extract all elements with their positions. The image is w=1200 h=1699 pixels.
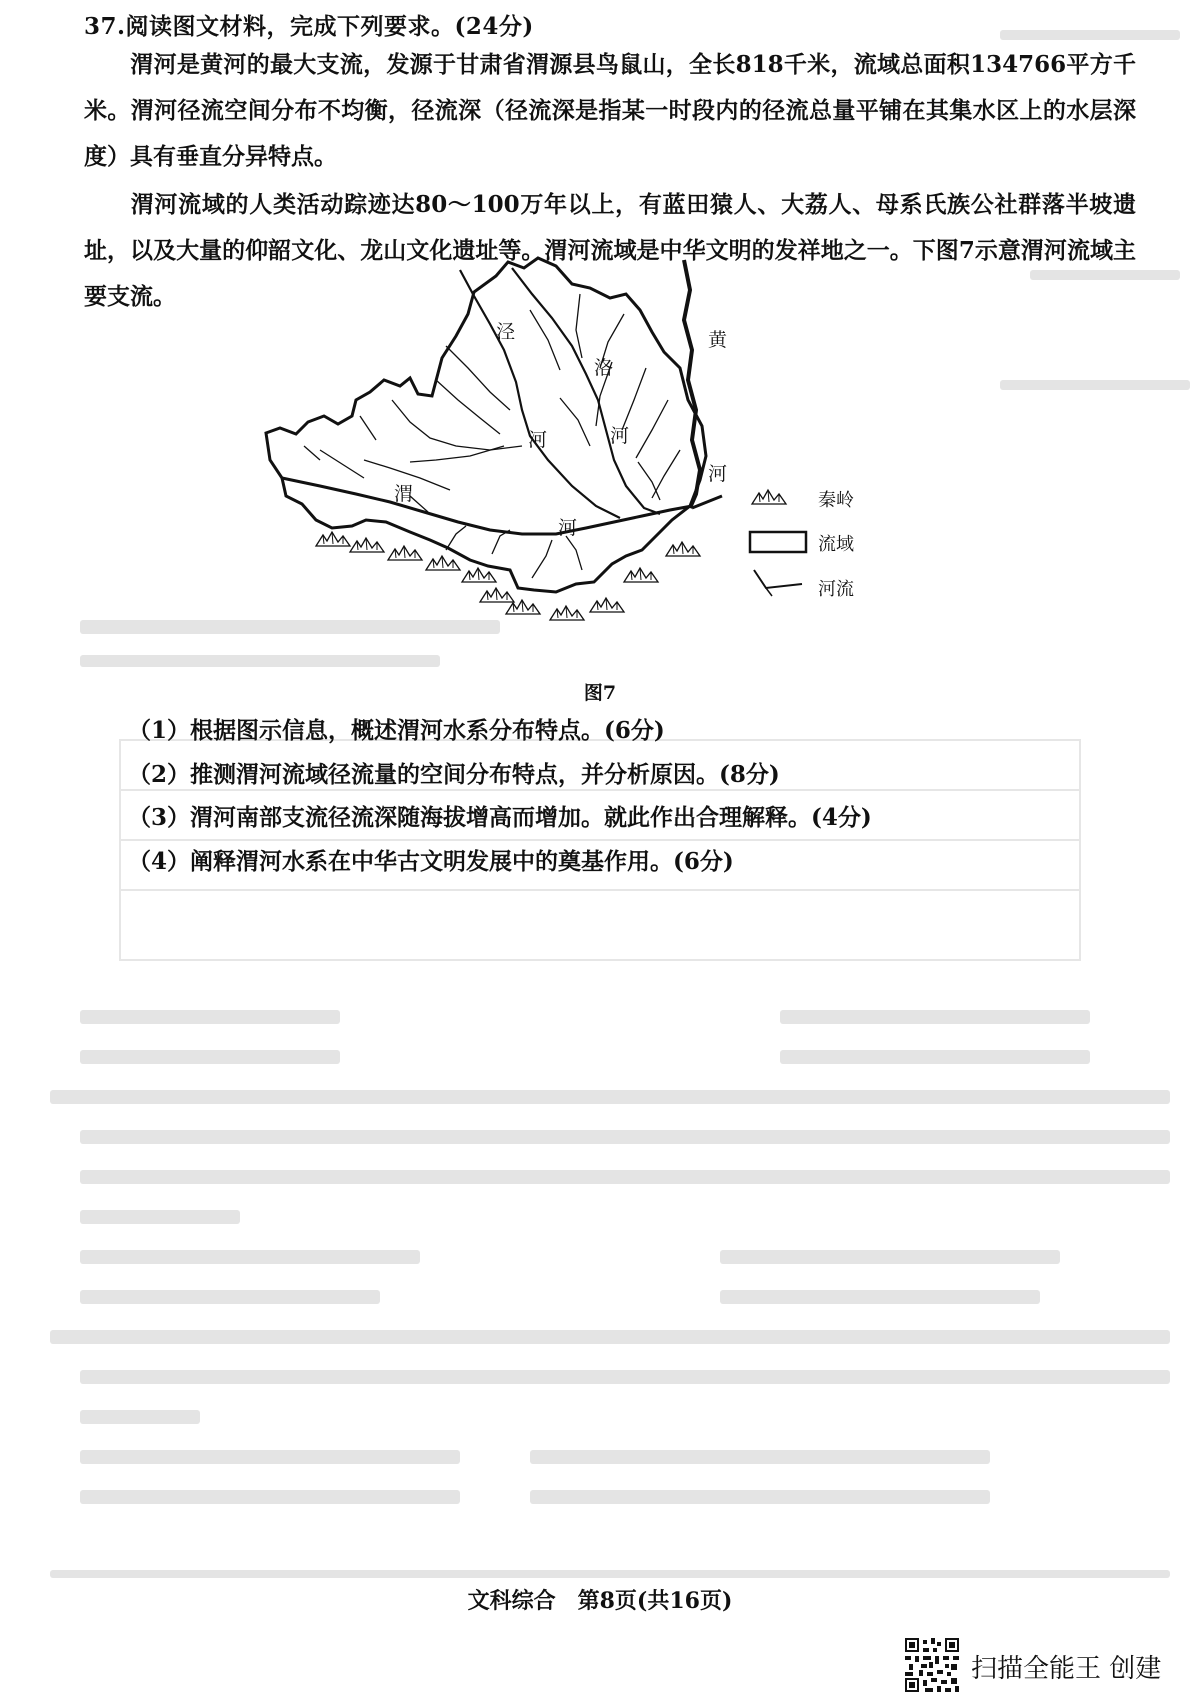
wei-label-1: 渭 <box>394 483 414 505</box>
yellow-river-label-2: 河 <box>708 463 728 485</box>
legend-river-label: 河流 <box>818 579 854 600</box>
legend-qinling-label: 秦岭 <box>818 490 854 511</box>
sub-question-4: （4）阐释渭河水系在中华古文明发展中的奠基作用。(6分) <box>128 848 734 875</box>
luo-label-1: 洛 <box>594 357 614 379</box>
figure-caption: 图7 <box>583 682 617 704</box>
qinling-mountains <box>316 532 700 620</box>
scanner-watermark <box>905 1638 1195 1694</box>
sub-question-3: （3）渭河南部支流径流深随海拔增高而增加。就此作出合理解释。(4分) <box>128 804 872 831</box>
jing-label-2: 河 <box>528 429 548 451</box>
legend-river-swatch <box>754 570 802 588</box>
qr-code-icon <box>905 1638 959 1692</box>
map-legend <box>750 490 854 600</box>
legend-basin-swatch <box>750 532 806 552</box>
wei-river-basin-map <box>260 250 960 650</box>
sub-question-2: （2）推测渭河流域径流量的空间分布特点，并分析原因。(8分) <box>128 761 780 788</box>
legend-basin-label: 流域 <box>818 534 854 555</box>
yellow-river <box>684 260 700 508</box>
luo-label-2: 河 <box>610 425 630 447</box>
jing-label-1: 泾 <box>496 321 516 343</box>
question-header: 37.阅读图文材料，完成下列要求。(24分) <box>84 13 534 40</box>
yellow-river-label-1: 黄 <box>708 329 728 351</box>
scanner-watermark-text: 扫描全能王 创建 <box>971 1654 1162 1684</box>
material-paragraph-1 <box>84 42 1136 180</box>
sub-question-1: （1）根据图示信息，概述渭河水系分布特点。(6分) <box>128 717 665 744</box>
wei-label-2: 河 <box>558 517 578 539</box>
material-paragraph-1-text: 渭河是黄河的最大支流，发源于甘肃省渭源县鸟鼠山，全长818千米，流域总面积134766平方千米。渭河径流空间分布不均衡，径流深（径流深是指某一时段内的径流总量平铺在其集水区上的水层深度）具有垂直分异特点。 <box>84 51 1136 170</box>
material-paragraph-2-text: 渭河流域的人类活动踪迹达80～100万年以上，有蓝田猿人、大荔人、母系氏族公社群落半坡遗址，以及大量的仰韶文化、龙山文化遗址等。渭河流域是中华文明的发祥地之一。下图7示意渭河流域主要支流。 <box>84 191 1136 310</box>
page-footer: 文科综合 第8页(共16页) <box>467 1588 733 1614</box>
